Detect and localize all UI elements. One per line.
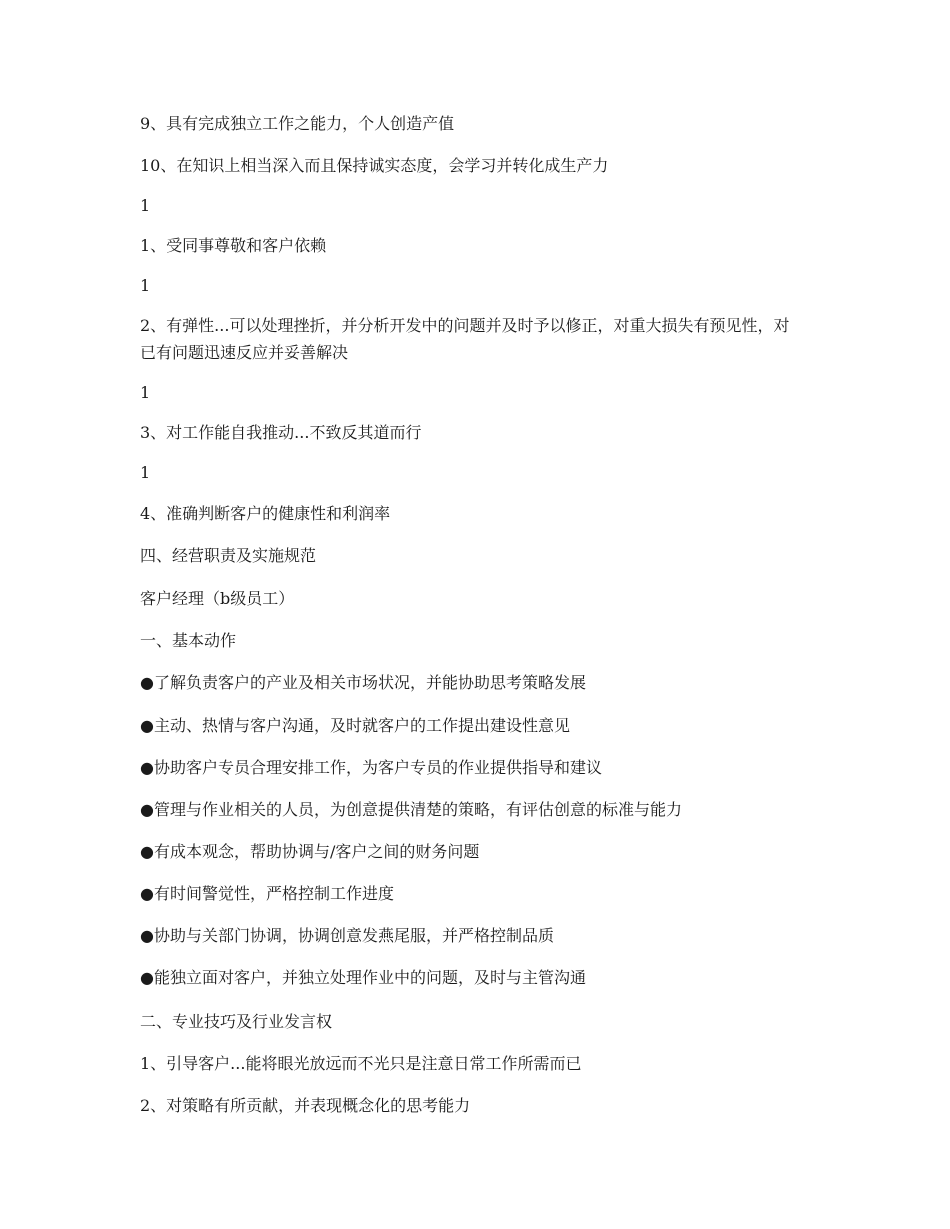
bullet-item: ●主动、热情与客户沟通，及时就客户的工作提出建设性意见 — [140, 716, 570, 735]
paragraph-item-10: 10、在知识上相当深入而且保持诚实态度，会学习并转化成生产力 — [140, 156, 609, 175]
bullet-item: ●有成本观念，帮助协调与/客户之间的财务问题 — [140, 842, 480, 861]
paragraph-marker: 1 — [140, 463, 151, 482]
paragraph-marker: 1 — [140, 383, 151, 402]
bullet-item: ●管理与作业相关的人员，为创意提供清楚的策略，有评估创意的标准与能力 — [140, 800, 682, 819]
section-heading-duties: 四、经营职责及实施规范 — [140, 546, 317, 565]
bullet-item: ●有时间警觉性，严格控制工作进度 — [140, 884, 394, 903]
subsection-heading-professional-skills: 二、专业技巧及行业发言权 — [140, 1012, 333, 1031]
subsection-heading-basic-actions: 一、基本动作 — [140, 631, 237, 650]
bullet-item: ●协助客户专员合理安排工作，为客户专员的作业提供指导和建议 — [140, 758, 602, 777]
paragraph-self-drive: 3、对工作能自我推动...不致反其道而行 — [140, 423, 422, 442]
paragraph-respected: 1、受同事尊敬和客户依赖 — [140, 236, 327, 255]
bullet-item: ●能独立面对客户，并独立处理作业中的问题，及时与主管沟通 — [140, 968, 586, 987]
paragraph-marker: 1 — [140, 276, 151, 295]
paragraph-flexibility: 2、有弹性...可以处理挫折，并分析开发中的问题并及时予以修正，对重大损失有预见性，对已有问题迅速反应并妥善解决 — [140, 316, 790, 362]
bullet-item: ●了解负责客户的产业及相关市场状况，并能协助思考策略发展 — [140, 673, 586, 692]
paragraph-judgement: 4、准确判断客户的健康性和利润率 — [140, 504, 391, 523]
bullet-item: ●协助与关部门协调，协调创意发燕尾服，并严格控制品质 — [140, 926, 554, 945]
paragraph-strategy: 2、对策略有所贡献，并表现概念化的思考能力 — [140, 1096, 471, 1115]
paragraph-guide-client: 1、引导客户...能将眼光放远而不光只是注意日常工作所需而已 — [140, 1054, 582, 1073]
paragraph-marker: 1 — [140, 196, 151, 215]
role-heading-account-manager: 客户经理（b级员工） — [140, 589, 295, 608]
paragraph-item-9: 9、具有完成独立工作之能力，个人创造产值 — [140, 114, 455, 133]
